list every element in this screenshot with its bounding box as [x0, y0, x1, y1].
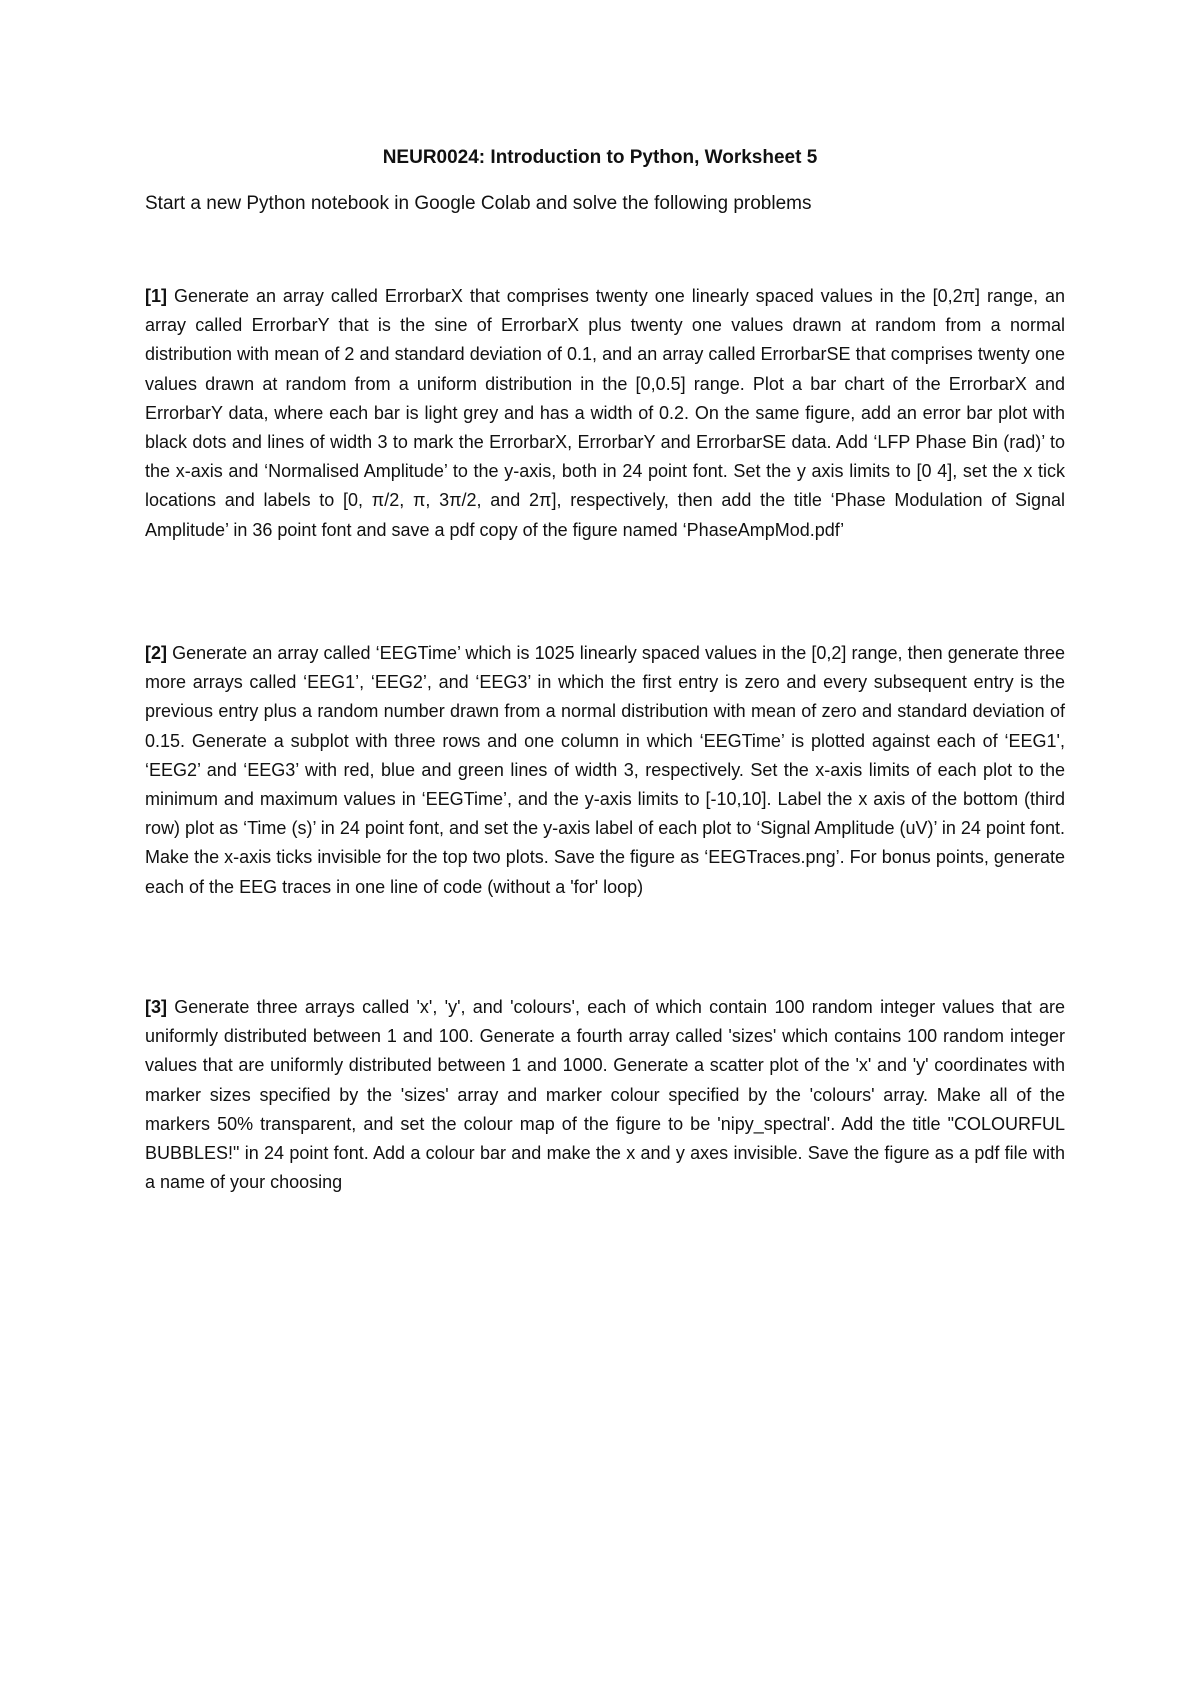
- problem-3: [145, 993, 1065, 1197]
- problem-2-text: Generate an array called ‘EEGTime’ which is 1025 linearly spaced values in the [0,2] range, then generate three more arrays called ‘EEG1’, ‘EEG2’, and ‘EEG3’ in which the first entry is zero and every subsequent entry is the previous entry plus a random number drawn from a normal distribution with mean of zero and standard deviation of 0.15. Generate a subplot with three rows and one column in which ‘EEGTime’ is plotted against each of ‘EEG1', ‘EEG2’ and ‘EEG3’ with red, blue and green lines of width 3, respectively. Set the x-axis limits of each plot to the minimum and maximum values in ‘EEGTime’, and the y-axis limits to [-10,10]. Label the x axis of the bottom (third row) plot as ‘Time (s)’ in 24 point font, and set the y-axis label of each plot to ‘Signal Amplitude (uV)’ in 24 point font. Make the x-axis ticks invisible for the top two plots. Save the figure as ‘EEGTraces.png’. For bonus points, generate each of the EEG traces in one line of code (without a 'for' loop): [145, 643, 1065, 897]
- problem-1-text: Generate an array called ErrorbarX that comprises twenty one linearly spaced values in the [0,2π] range, an array called ErrorbarY that is the sine of ErrorbarX plus twenty one values drawn at random from a normal distribution with mean of 2 and standard deviation of 0.1, and an array called ErrorbarSE that comprises twenty one values drawn at random from a uniform distribution in the [0,0.5] range. Plot a bar chart of the ErrorbarX and ErrorbarY data, where each bar is light grey and has a width of 0.2. On the same figure, add an error bar plot with black dots and lines of width 3 to mark the ErrorbarX, ErrorbarY and ErrorbarSE data. Add ‘LFP Phase Bin (rad)’ to the x-axis and ‘Normalised Amplitude’ to the y-axis, both in 24 point font. Set the y axis limits to [0 4], set the x tick locations and labels to [0, π/2, π, 3π/2, and 2π], respectively, then add the title ‘Phase Modulation of Signal Amplitude’ in 36 point font and save a pdf copy of the figure named ‘PhaseAmpMod.pdf’: [145, 286, 1065, 540]
- page-title: NEUR0024: Introduction to Python, Worksheet 5: [382, 147, 818, 168]
- problem-3-text: Generate three arrays called 'x', 'y', and 'colours', each of which contain 100 random integer values that are uniformly distributed between 1 and 100. Generate a fourth array called 'sizes' which contains 100 random integer values that are uniformly distributed between 1 and 1000. Generate a scatter plot of the 'x' and 'y' coordinates with marker sizes specified by the 'sizes' array and marker colour specified by the 'colours' array. Make all of the markers 50% transparent, and set the colour map of the figure to be 'nipy_spectral'. Add the title "COLOURFUL BUBBLES!" in 24 point font. Add a colour bar and make the x and y axes invisible. Save the figure as a pdf file with a name of your choosing: [145, 997, 1065, 1193]
- problem-2: [145, 639, 1065, 902]
- problem-3-number: [3]: [145, 997, 167, 1017]
- problem-1: [145, 282, 1065, 545]
- intro-text: Start a new Python notebook in Google Colab and solve the following problems: [145, 193, 812, 214]
- problem-2-number: [2]: [145, 643, 167, 663]
- problem-1-number: [1]: [145, 286, 167, 306]
